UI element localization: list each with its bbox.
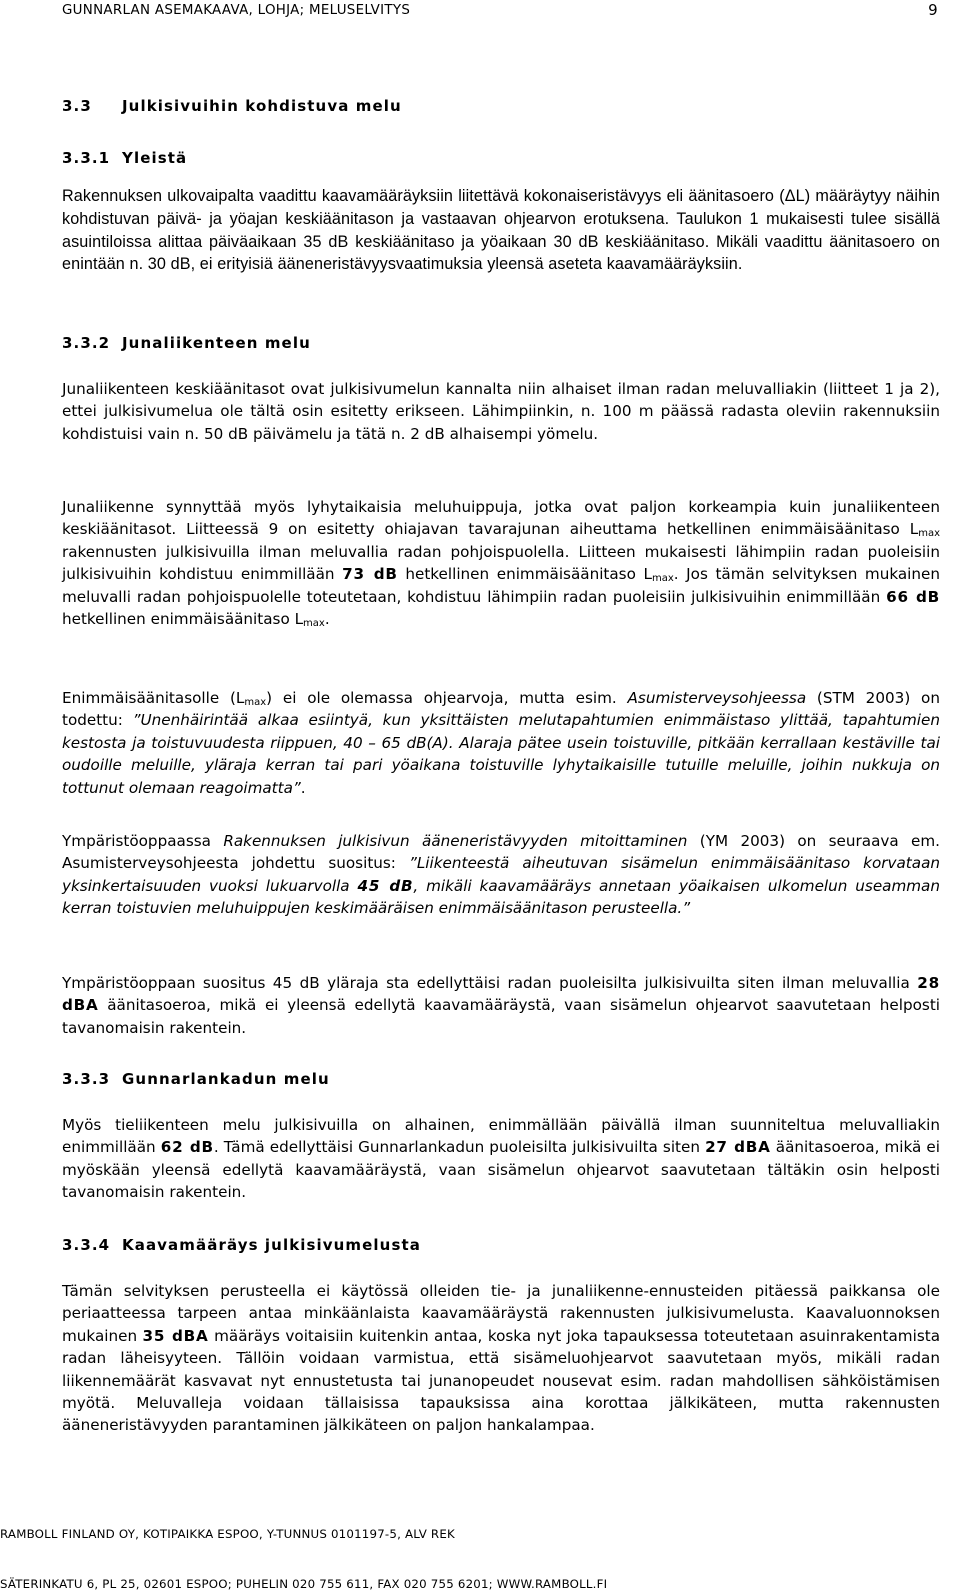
paragraph-kaavamaarays [62, 1280, 940, 1437]
subsection-number: 3.3.2 [62, 334, 111, 352]
text-run: Myös tieliikenteen melu julkisivuilla on alhainen, enimmällään päivällä ilman suunniteltua meluvalliakin enimmillään [62, 1116, 940, 1157]
paragraph-text: Rakennuksen ulkovaipalta vaadittu kaavamääräyksiin liitettävä kokonaiseristävyys eli äänitasoero (ΔL) määräytyy näihin kohdistuvan päivä- ja yöajan keskiäänitason ja vastaavan ohjearvon erotuksena. Taulukon 1 mukaisesti tulee sisällä asuintiloissa alittaa päiväaikaan 35 dB keskiäänitaso ja yöaikaan 30 dB keskiäänitaso. Mikäli vaadittu äänitasoero on enintään n. 30 dB, ei erityisiä ääneneristävyysvaatimuksia yleensä aseteta kaavamääräyksiin. [62, 187, 940, 274]
text-run: hetkellinen enimmäisäänitaso L [397, 565, 652, 584]
subsection-heading-3-3-4 [62, 1236, 421, 1254]
italic-run: Asumisterveysohjeessa [627, 689, 807, 707]
footer-company: RAMBOLL FINLAND OY, KOTIPAIKKA ESPOO, Y-TUNNUS 0101197-5, ALV REK [0, 1527, 455, 1541]
value-28-dba: 28 dBA [62, 974, 940, 1015]
section-title: Julkisivuihin kohdistuva melu [122, 97, 402, 115]
subsection-title: Kaavamääräys julkisivumelusta [122, 1236, 421, 1254]
text-run: (STM 2003) on todettu: [62, 689, 940, 730]
paragraph-junaliikenne-2 [62, 496, 940, 630]
value-27-dba: 27 dBA [705, 1138, 771, 1157]
italic-run: Rakennuksen julkisivun ääneneristävyyden mitoittaminen [223, 832, 688, 850]
value-73-db: 73 dB [342, 565, 398, 584]
text-run: Tämän selvityksen perusteella ei käytössä olleiden tie- ja junaliikenne-ennusteiden pitäessä paikkansa ole periaatteessa tarpeen antaa minkäänlaista kaavamääräystä rakennusten julkisivumelusta. Kaavaluonnoksen mukainen [62, 1282, 940, 1345]
paragraph-yleista [62, 185, 940, 276]
section-number: 3.3 [62, 97, 92, 115]
subsection-number: 3.3.4 [62, 1236, 111, 1254]
text-run: . Jos tämän selvityksen mukainen meluvalli radan pohjoispuolelle toteutetaan, kohdistuu lähimpiin radan puoleisiin julkisivuihin enimmillään [62, 565, 941, 606]
paragraph-junaliikenne-1 [62, 378, 940, 445]
value-62-db: 62 dB [160, 1138, 214, 1157]
paragraph-ymparistoopas [62, 830, 940, 920]
text-run: . [300, 778, 306, 797]
section-heading-3-3 [62, 97, 402, 115]
text-run: . Tämä edellyttäisi Gunnarlankadun puoleisilta julkisivuilta siten [213, 1138, 706, 1157]
value-35-dba: 35 dBA [142, 1326, 209, 1345]
paragraph-enimmaisaanitaso [62, 687, 940, 799]
paragraph-gunnarlankatu [62, 1114, 940, 1204]
text-run: Ympäristöoppaan suositus 45 dB yläraja sta edellyttäisi radan puoleisilta julkisivuilta siten ilman meluvallia [62, 974, 918, 992]
quote-asumisterveysohje: ”Unenhäirintää alkaa esiintyä, kun yksittäisten melutapahtumien enimmäistaso ylittää, tapahtumien kestosta ja toistuvuudesta riippuen, 40 – 65 dB(A). Alaraja pätee usein toistuville, pitkään kerrallaan kestäville tai oudoille meluille, yläraja kerran tai pari yöaikana toistuville lyhytaikaisille tutuille meluille, joihin nukkuja on tottunut olemaan reagoimatta” [62, 711, 940, 797]
text-run: Junaliikenne synnyttää myös lyhytaikaisia meluhuippuja, jotka ovat paljon korkeampia kuin junaliikenteen keskiäänitasot. Liitteessä 9 on esitetty ohiajavan tavarajunan aiheuttama hetkellinen enimmäisäänitaso L [62, 498, 940, 539]
subscript-max: max [244, 697, 267, 708]
text-run: . [324, 610, 330, 629]
page-number: 9 [928, 1, 938, 19]
value-45-db: 45 dB [357, 876, 414, 895]
subsection-title: Yleistä [122, 149, 188, 167]
text-run: hetkellinen enimmäisäänitaso L [62, 610, 304, 629]
subsection-heading-3-3-1 [62, 149, 187, 167]
subsection-heading-3-3-3 [62, 1070, 330, 1088]
text-run: ) ei ole olemassa ohjearvoja, mutta esim. [266, 689, 628, 707]
text-run: äänitasoeroa, mikä ei yleensä edellytä kaavamääräystä, vaan sisämelun ohjearvot saavutetaan helposti tavanomaisin rakentein. [62, 996, 940, 1037]
subsection-heading-3-3-2 [62, 334, 311, 352]
subsection-title: Gunnarlankadun melu [122, 1070, 330, 1088]
quote-ymparistoopas: ”Liikenteestä aiheutuvan sisämelun enimmäisäänitaso korvataan yksinkertaisuuden vuoksi lukuarvolla [62, 854, 940, 895]
subsection-number: 3.3.1 [62, 149, 111, 167]
running-header [62, 3, 938, 18]
text-run: Enimmäisäänitasolle (L [62, 689, 245, 707]
subsection-number: 3.3.3 [62, 1070, 111, 1088]
subscript-max: max [651, 573, 674, 585]
value-66-db: 66 dB [886, 587, 940, 606]
quote-ymparistoopas-end: , mikäli kaavamääräys annetaan yöaikaisen ulkomelun useamman kerran toistuvien meluhuippujen keskimääräisen enimmäisäänitason perusteella.” [62, 876, 940, 918]
paragraph-suositus [62, 972, 940, 1039]
text-run: äänitasoeroa, mikä ei myöskään yleensä edellytä kaavamääräystä, vaan sisämelun ohjearvot saavutetaan tältäkin osin helposti tavanomaisin rakentein. [62, 1138, 940, 1202]
running-title: GUNNARLAN ASEMAKAAVA, LOHJA; MELUSELVITYS [62, 3, 411, 18]
text-run: määräys voitaisiin kuitenkin antaa, koska nyt joka tapauksessa toteutetaan asuinrakentamista radan läheisyyteen. Tällöin voidaan varmistua, että sisämeluohjearvot saavutetaan myös, mikäli radan liikennemäärät kasvavat nyt ennustetusta tai junanopeudet nousevat esim. radan mahdollisen sähköistämisen myötä. Meluvalleja voidaan tällaisissa tapauksissa aina korottaa jälkikäteen, mutta rakennusten ääneneristävyyden parantaminen jälkikäteen on paljon hankalampaa. [62, 1326, 940, 1435]
text-run: (YM 2003) on seuraava em. Asumisterveysohjeesta johdettu suositus: [62, 832, 940, 873]
subscript-max: max [303, 618, 325, 630]
subsection-title: Junaliikenteen melu [122, 334, 311, 352]
subscript-max: max [918, 528, 940, 540]
paragraph-text: Junaliikenteen keskiäänitasot ovat julkisivumelun kannalta niin alhaiset ilman radan meluvalliakin (liitteet 1 ja 2), ettei julkisivumelua ole tältä osin esitetty erikseen. Lähimpiinkin, n. 100 m päässä radasta oleviin rakennuksiin kohdistuisi vain n. 50 dB päivämelu ja tätä n. 2 dB alhaisempi yömelu. [62, 380, 940, 443]
text-run: rakennusten julkisivuilla ilman meluvallia radan pohjoispuolella. Liitteen mukaisesti lähimpiin radan puoleisiin julkisivuihin kohdistuu enimmillään [62, 542, 940, 584]
footer-address: SÄTERINKATU 6, PL 25, 02601 ESPOO; PUHELIN 020 755 611, FAX 020 755 6201; WWW.RAMBOLL.FI [0, 1577, 608, 1591]
text-run: Ympäristöoppaassa [62, 832, 224, 850]
